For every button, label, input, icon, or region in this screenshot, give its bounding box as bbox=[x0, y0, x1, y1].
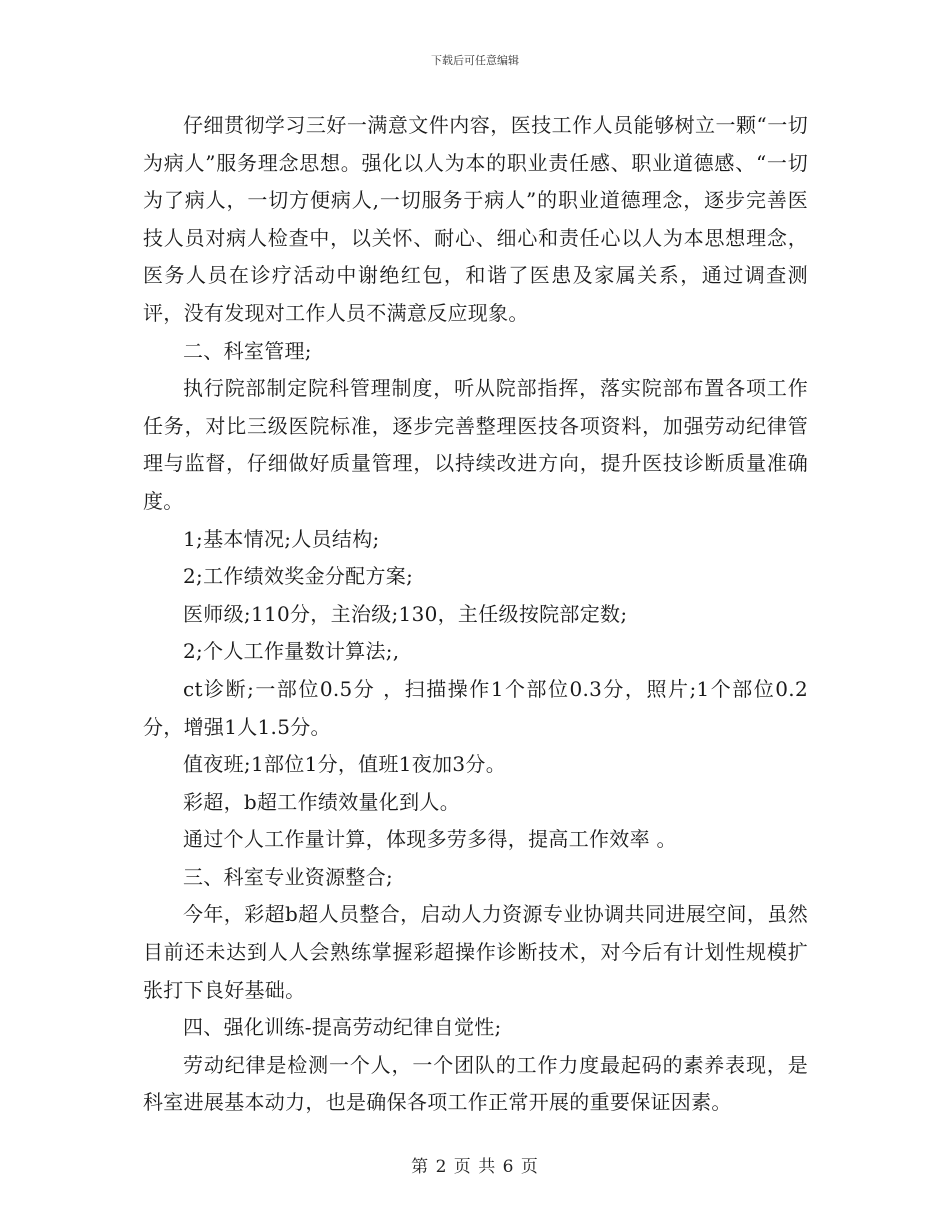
page-footer-number: 第 2 页 共 6 页 bbox=[411, 1157, 539, 1177]
paragraph-discipline: 劳动纪律是检测一个人，一个团队的工作力度最起码的素养表现，是科室进展基本动力，也是确保各项工作正常开展的重要保证因素。 bbox=[143, 1052, 808, 1115]
document-body bbox=[143, 107, 808, 1122]
page-header: 下载后可任意编辑 bbox=[431, 54, 519, 67]
list-item-grade-points: 医师级;110分，主治级;130，主任级按院部定数; bbox=[183, 601, 628, 626]
paragraph-resources: 今年，彩超b超人员整合，启动人力资源专业协调共同进展空间，虽然目前还未达到人人会熟练掌握彩超操作诊断技术，对今后有计划性规模扩张打下良好基础。 bbox=[143, 902, 808, 1002]
list-item-ultrasound: 彩超，b超工作绩效量化到人。 bbox=[183, 789, 461, 814]
paragraph-intro: 仔细贯彻学习三好一满意文件内容，医技工作人员能够树立一颗“一切为病人”服务理念思想。强化以人为本的职业责任感、职业道德感、“一切为了病人，一切方便病人,一切服务于病人”的职业道德理念，逐步完善医技人员对病人检查中，以关怀、耐心、细心和责任心以人为本思想理念，医务人员在诊疗活动中谢绝红包，和谐了医患及家属关系，通过调查测评，没有发现对工作人员不满意反应现象。 bbox=[143, 113, 808, 325]
list-item-basic-info: 1;基本情况;人员结构; bbox=[183, 526, 380, 551]
list-item-workload-method: 2;个人工作量数计算法;, bbox=[183, 639, 400, 664]
list-item-efficiency: 通过个人工作量计算，体现多劳多得，提高工作效率 。 bbox=[183, 827, 677, 852]
section-heading-resources: 三、科室专业资源整合; bbox=[183, 864, 394, 889]
list-item-ct-scoring: ct诊断;一部位0.5分 ，扫描操作1个部位0.3分，照片;1个部位0.2分，增强1人1.5分。 bbox=[143, 676, 808, 739]
section-heading-discipline: 四、强化训练-提高劳动纪律自觉性; bbox=[183, 1015, 502, 1040]
list-item-bonus-plan: 2;工作绩效奖金分配方案; bbox=[183, 564, 414, 589]
list-item-night-shift: 值夜班;1部位1分，值班1夜加3分。 bbox=[183, 752, 507, 777]
paragraph-management: 执行院部制定院科管理制度，听从院部指挥，落实院部布置各项工作任务，对比三级医院标准，逐步完善整理医技各项资料，加强劳动纪律管理与监督，仔细做好质量管理，以持续改进方向，提升医技诊断质量准确度。 bbox=[143, 376, 808, 513]
section-heading-dept-management: 二、科室管理; bbox=[183, 338, 312, 363]
